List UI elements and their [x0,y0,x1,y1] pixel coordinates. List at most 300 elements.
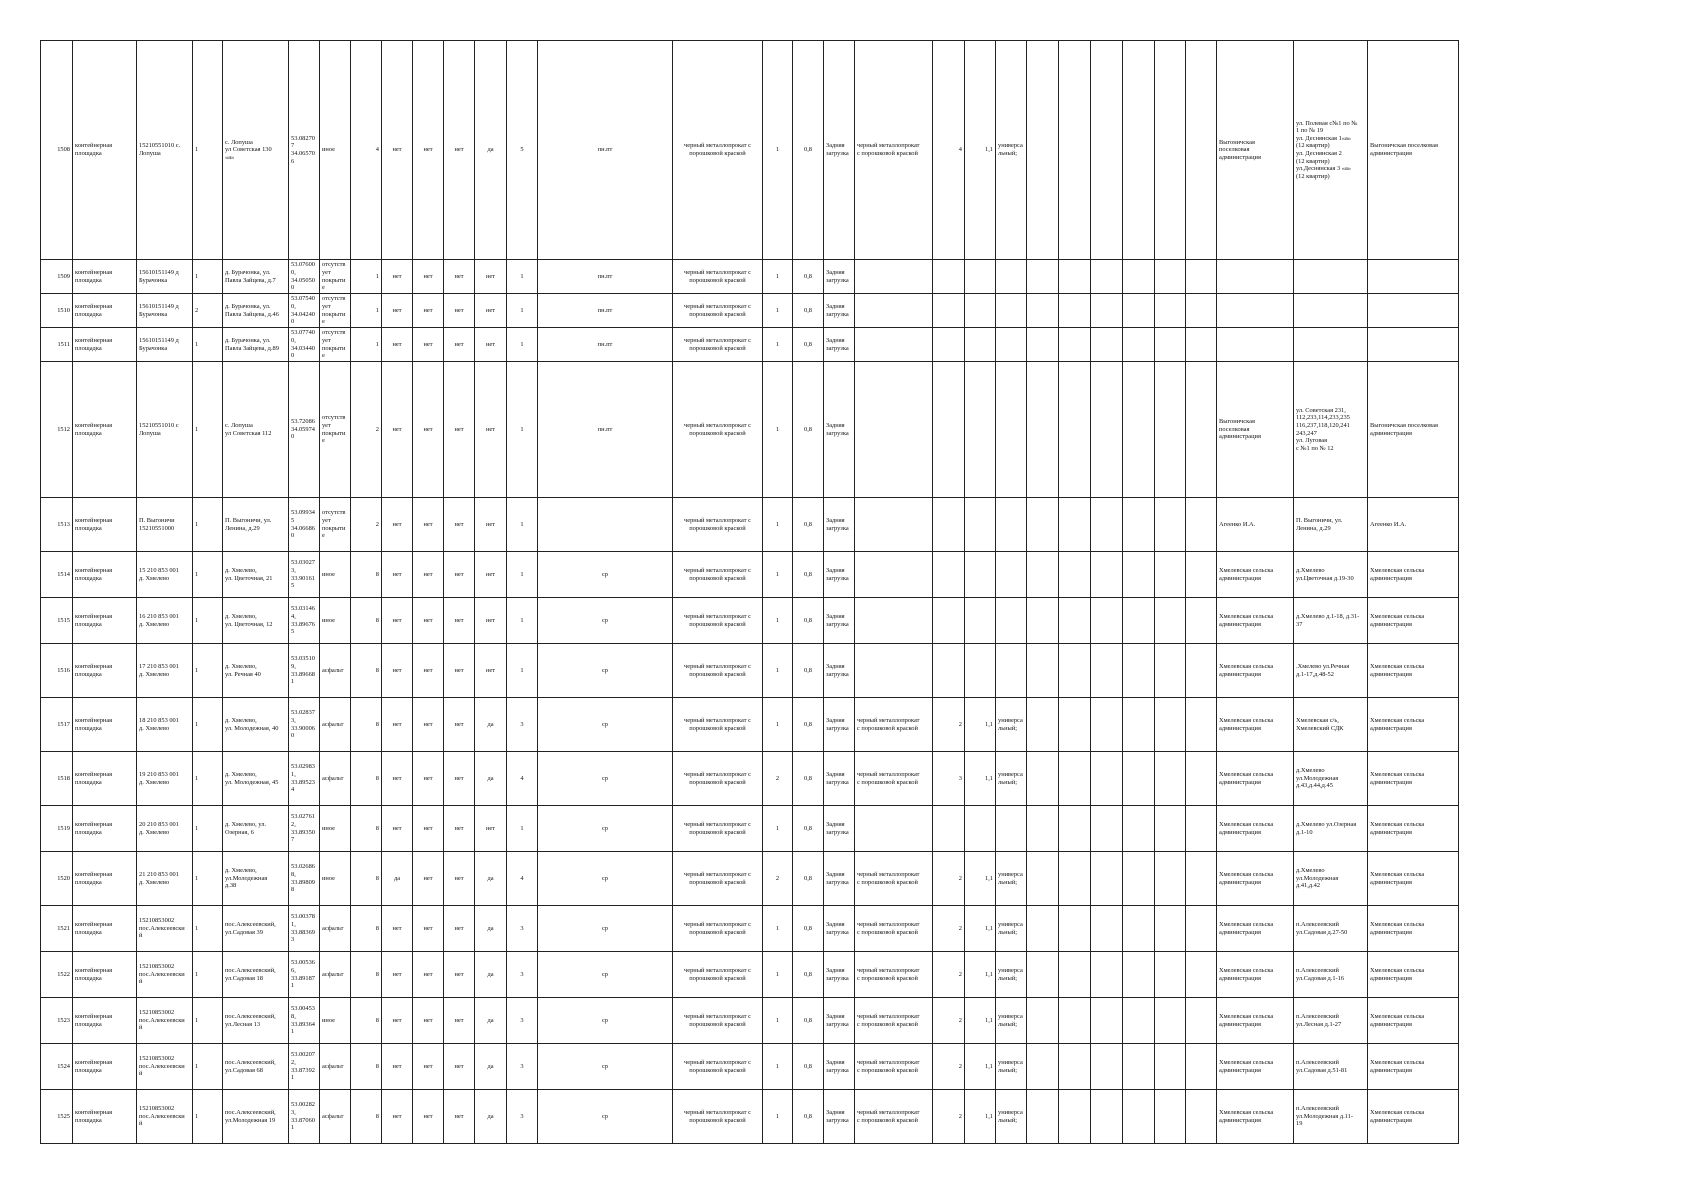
cell-container-material: черный металлопрокат с порошковой краской [673,498,763,552]
cell-empty-6 [1186,328,1217,362]
cell-responsible-org: Хмелевская сельска администрация [1217,998,1294,1044]
cell-owner: Агеенко И.А. [1368,498,1459,552]
cell-flag-5: 3 [507,998,538,1044]
cell-empty-6 [1186,806,1217,852]
cell-empty-5 [1155,952,1186,998]
cell-container-volume-2 [965,260,996,294]
cell-area: 8 [351,852,382,906]
cell-container-material-2: черный металлопрокат с порошковой краской [855,906,933,952]
cell-extra: пн.пт [538,328,673,362]
cell-container-volume-2 [965,644,996,698]
cell-flag-2: нет [413,598,444,644]
cell-surface: отсутств ует покрыти е [320,328,351,362]
cell-address: пос.Алексеевский, ул.Садовая 18 [223,952,289,998]
cell-container-material: черный металлопрокат с порошковой краской [673,1090,763,1144]
cell-empty-2 [1059,362,1091,498]
cell-extra [538,498,673,552]
cell-container-material: черный металлопрокат с порошковой краской [673,294,763,328]
cell-empty-5 [1155,294,1186,328]
cell-owner: Хмелевская сельска администрация [1368,598,1459,644]
cell-flag-1: нет [382,1044,413,1090]
cell-owner: Хмелевская сельска администрация [1368,806,1459,852]
cell-empty-1 [1027,1044,1059,1090]
cell-flag-5: 1 [507,498,538,552]
cell-surface: иное [320,598,351,644]
cell-owner: Хмелевская сельска администрация [1368,1090,1459,1144]
cell-settlement-code: 19 210 853 001 д. Хмелево [137,752,193,806]
cell-empty-3 [1091,552,1123,598]
cell-flag-5: 3 [507,1090,538,1144]
cell-container-count: 1 [763,952,793,998]
cell-container-volume: 0,8 [793,260,824,294]
cell-empty-6 [1186,998,1217,1044]
cell-loading-type: Задняя загрузка [824,41,855,260]
cell-flag-1: нет [382,906,413,952]
cell-flag-3: нет [444,260,475,294]
cell-object-type: контейнерная площадка [73,41,137,260]
cell-settlement-code: 16 210 853 001 д. Хмелево [137,598,193,644]
table-row [41,294,1459,328]
cell-object-type: контейнерная площадка [73,752,137,806]
cell-object-type: контейнерная площадка [73,294,137,328]
cell-empty-2 [1059,1090,1091,1144]
cell-extra: ср [538,1044,673,1090]
cell-empty-4 [1123,906,1155,952]
cell-site-count: 1 [193,498,223,552]
cell-owner [1368,294,1459,328]
cell-area: 8 [351,906,382,952]
cell-container-material: черный металлопрокат с порошковой краской [673,998,763,1044]
cell-container-volume: 0,8 [793,1044,824,1090]
cell-flag-3: нет [444,362,475,498]
cell-settlement-code: 15210853002 пос.Алексеевски й [137,906,193,952]
cell-served-area: п.Алексеевский ул.Молодежная д.11- 19 [1294,1090,1368,1144]
cell-loading-type: Задняя загрузка [824,752,855,806]
cell-empty-3 [1091,644,1123,698]
cell-extra: ср [538,998,673,1044]
cell-site-count: 1 [193,698,223,752]
cell-container-count-2 [933,362,965,498]
cell-empty-2 [1059,998,1091,1044]
cell-container-count: 1 [763,362,793,498]
cell-empty-4 [1123,41,1155,260]
cell-surface: асфальт [320,644,351,698]
cell-flag-1: нет [382,998,413,1044]
cell-container-kind [996,294,1027,328]
cell-container-kind [996,806,1027,852]
cell-flag-1: нет [382,598,413,644]
cell-container-count-2: 3 [933,752,965,806]
cell-surface: отсутств ует покрыти е [320,294,351,328]
cell-container-count: 1 [763,644,793,698]
cell-area: 8 [351,998,382,1044]
cell-container-volume-2: 1,1 [965,698,996,752]
cell-coordinates: 53.02837 3, 33.90006 0 [289,698,320,752]
cell-address: д. Бурачонка, ул. Павла Зайцева, д.89 [223,328,289,362]
cell-area: 8 [351,952,382,998]
cell-flag-4: нет [475,328,507,362]
cell-flag-3: нет [444,552,475,598]
cell-owner: Хмелевская сельска администрация [1368,644,1459,698]
cell-area: 2 [351,362,382,498]
cell-row-number: 1513 [41,498,73,552]
cell-flag-4: нет [475,644,507,698]
cell-empty-2 [1059,498,1091,552]
cell-flag-3: нет [444,644,475,698]
cell-container-count-2 [933,260,965,294]
cell-area: 8 [351,806,382,852]
cell-container-material-2 [855,498,933,552]
cell-empty-6 [1186,1044,1217,1090]
cell-loading-type: Задняя загрузка [824,644,855,698]
cell-empty-5 [1155,362,1186,498]
cell-loading-type: Задняя загрузка [824,1090,855,1144]
cell-settlement-code: 20 210 853 001 д. Хмелево [137,806,193,852]
cell-site-count: 1 [193,752,223,806]
cell-flag-4: нет [475,362,507,498]
cell-flag-3: нет [444,752,475,806]
cell-owner: Хмелевская сельска администрация [1368,752,1459,806]
cell-responsible-org [1217,260,1294,294]
cell-loading-type: Задняя загрузка [824,552,855,598]
cell-flag-2: нет [413,852,444,906]
cell-empty-5 [1155,328,1186,362]
cell-empty-1 [1027,294,1059,328]
cell-empty-6 [1186,644,1217,698]
cell-object-type: контейнерная площадка [73,260,137,294]
cell-site-count: 1 [193,1090,223,1144]
cell-flag-4: да [475,1044,507,1090]
cell-empty-1 [1027,998,1059,1044]
cell-container-material-2: черный металлопрокат с порошковой краской [855,41,933,260]
cell-extra: пн.пт [538,294,673,328]
cell-flag-2: нет [413,952,444,998]
cell-loading-type: Задняя загрузка [824,1044,855,1090]
cell-container-count: 1 [763,598,793,644]
cell-container-kind [996,260,1027,294]
cell-coordinates: 53.08270 7 34.06570 6 [289,41,320,260]
cell-flag-1: нет [382,698,413,752]
cell-empty-4 [1123,294,1155,328]
cell-address: пос.Алексеевский, ул.Лесная 13 [223,998,289,1044]
cell-object-type: контейнерная площадка [73,852,137,906]
cell-row-number: 1514 [41,552,73,598]
cell-flag-4: да [475,852,507,906]
cell-site-count: 1 [193,552,223,598]
cell-flag-1: нет [382,1090,413,1144]
cell-container-count: 1 [763,1090,793,1144]
cell-empty-6 [1186,952,1217,998]
cell-surface: иное [320,998,351,1044]
cell-container-volume-2 [965,294,996,328]
cell-coordinates: 53.00282 3, 33.87060 1 [289,1090,320,1144]
cell-area: 8 [351,598,382,644]
cell-responsible-org: Хмелевская сельска администрация [1217,598,1294,644]
cell-empty-5 [1155,998,1186,1044]
cell-container-material: черный металлопрокат с порошковой краской [673,906,763,952]
cell-row-number: 1522 [41,952,73,998]
cell-empty-4 [1123,328,1155,362]
table-row [41,752,1459,806]
cell-surface: иное [320,806,351,852]
cell-site-count: 2 [193,294,223,328]
cell-flag-2: нет [413,806,444,852]
cell-empty-5 [1155,598,1186,644]
cell-served-area [1294,328,1368,362]
cell-object-type: контейнерная площадка [73,906,137,952]
cell-empty-2 [1059,294,1091,328]
cell-row-number: 1508 [41,41,73,260]
cell-empty-4 [1123,644,1155,698]
cell-flag-2: нет [413,41,444,260]
cell-area: 1 [351,260,382,294]
cell-flag-3: нет [444,698,475,752]
cell-flag-2: нет [413,644,444,698]
cell-flag-2: нет [413,752,444,806]
cell-container-material: черный металлопрокат с порошковой краской [673,328,763,362]
cell-flag-1: нет [382,260,413,294]
cell-empty-1 [1027,1090,1059,1144]
cell-surface: асфальт [320,1044,351,1090]
cell-address: д. Хмелево, ул. Молодежная, 45 [223,752,289,806]
cell-container-volume: 0,8 [793,806,824,852]
cell-container-count: 1 [763,260,793,294]
cell-site-count: 1 [193,598,223,644]
table-row [41,806,1459,852]
cell-row-number: 1518 [41,752,73,806]
cell-settlement-code: 21 210 853 001 д. Хмелево [137,852,193,906]
cell-container-volume-2: 1,1 [965,906,996,952]
cell-empty-6 [1186,498,1217,552]
table-row [41,260,1459,294]
cell-served-area: п.Алексеевский ул.Садовая д.27-50 [1294,906,1368,952]
cell-address: с. Лопуша ул Советская 130 «а» [223,41,289,260]
cell-responsible-org: Хмелевская сельска администрация [1217,552,1294,598]
cell-empty-2 [1059,906,1091,952]
cell-empty-5 [1155,1044,1186,1090]
cell-flag-4: да [475,752,507,806]
cell-container-kind: универса льный; [996,1090,1027,1144]
cell-container-volume-2: 1,1 [965,998,996,1044]
cell-container-volume: 0,8 [793,362,824,498]
cell-container-material-2 [855,552,933,598]
cell-flag-1: нет [382,644,413,698]
cell-container-material-2: черный металлопрокат с порошковой краской [855,952,933,998]
cell-container-volume-2: 1,1 [965,1090,996,1144]
cell-empty-6 [1186,906,1217,952]
cell-site-count: 1 [193,260,223,294]
cell-extra: ср [538,1090,673,1144]
cell-flag-5: 3 [507,952,538,998]
cell-loading-type: Задняя загрузка [824,852,855,906]
cell-empty-3 [1091,362,1123,498]
cell-loading-type: Задняя загрузка [824,498,855,552]
cell-responsible-org: Хмелевская сельска администрация [1217,806,1294,852]
cell-container-volume-2 [965,498,996,552]
cell-flag-2: нет [413,698,444,752]
cell-owner: Хмелевская сельска администрация [1368,952,1459,998]
cell-flag-3: нет [444,852,475,906]
cell-container-kind [996,362,1027,498]
cell-responsible-org: Хмелевская сельска администрация [1217,852,1294,906]
cell-row-number: 1523 [41,998,73,1044]
cell-flag-3: нет [444,806,475,852]
cell-row-number: 1509 [41,260,73,294]
table-row [41,552,1459,598]
cell-container-material: черный металлопрокат с порошковой краской [673,644,763,698]
cell-responsible-org: Хмелевская сельска администрация [1217,644,1294,698]
cell-served-area: ул. Советская 231, 112,233,114,233,235 116,237,118,120,241 243,247 ул. Луговая с №1 по № 12 [1294,362,1368,498]
cell-empty-1 [1027,906,1059,952]
cell-empty-1 [1027,260,1059,294]
cell-owner: Хмелевская сельска администрация [1368,906,1459,952]
registry-table-body [41,41,1459,1144]
cell-flag-5: 1 [507,644,538,698]
cell-flag-5: 1 [507,260,538,294]
cell-served-area: ул. Полевая с№1 по № 1 по № 19 ул. Деснянская 1«а» (12 квартир) ул. Деснянская 2 (12 квартир) ул.Деснянская 3 «а» (12 квартир) [1294,41,1368,260]
cell-empty-4 [1123,698,1155,752]
cell-surface: отсутств ует покрыти е [320,498,351,552]
cell-coordinates: 53.07540 0, 34.04240 0 [289,294,320,328]
cell-empty-2 [1059,1044,1091,1090]
cell-container-volume: 0,8 [793,498,824,552]
cell-empty-1 [1027,752,1059,806]
cell-empty-3 [1091,41,1123,260]
cell-empty-4 [1123,598,1155,644]
table-row [41,362,1459,498]
cell-container-count-2: 4 [933,41,965,260]
cell-container-volume-2: 1,1 [965,752,996,806]
cell-flag-2: нет [413,1044,444,1090]
cell-settlement-code: 15210853002 пос.Алексеевски й [137,1044,193,1090]
cell-flag-5: 3 [507,698,538,752]
cell-settlement-code: 17 210 853 001 д. Хмелево [137,644,193,698]
cell-flag-5: 1 [507,294,538,328]
cell-empty-1 [1027,598,1059,644]
cell-extra: ср [538,852,673,906]
cell-address: д. Хмелево, ул.Молодежная д.38 [223,852,289,906]
cell-container-count: 2 [763,852,793,906]
cell-empty-2 [1059,328,1091,362]
cell-empty-3 [1091,598,1123,644]
cell-container-volume: 0,8 [793,952,824,998]
cell-flag-1: нет [382,552,413,598]
cell-responsible-org: Хмелевская сельска администрация [1217,752,1294,806]
cell-owner: Хмелевская сельска администрация [1368,698,1459,752]
cell-container-kind [996,328,1027,362]
cell-empty-1 [1027,952,1059,998]
cell-surface: иное [320,852,351,906]
cell-container-count: 1 [763,552,793,598]
cell-container-material-2: черный металлопрокат с порошковой краской [855,752,933,806]
cell-flag-1: нет [382,41,413,260]
cell-container-material-2 [855,598,933,644]
cell-container-material-2 [855,806,933,852]
cell-flag-3: нет [444,1090,475,1144]
cell-area: 1 [351,328,382,362]
cell-container-volume: 0,8 [793,698,824,752]
cell-container-kind: универса льный; [996,698,1027,752]
cell-object-type: контейнерная площадка [73,1044,137,1090]
cell-container-material-2 [855,644,933,698]
cell-container-count-2 [933,294,965,328]
cell-container-material: черный металлопрокат с порошковой краской [673,598,763,644]
cell-container-volume: 0,8 [793,1090,824,1144]
cell-container-count-2 [933,598,965,644]
cell-container-count: 1 [763,906,793,952]
cell-container-kind: универса льный; [996,752,1027,806]
cell-empty-6 [1186,598,1217,644]
cell-empty-2 [1059,752,1091,806]
cell-empty-5 [1155,552,1186,598]
cell-object-type: контейнерная площадка [73,328,137,362]
cell-address: с. Лопуша ул Советская 112 [223,362,289,498]
cell-address: пос.Алексеевский, ул.Садовая 68 [223,1044,289,1090]
cell-owner [1368,328,1459,362]
cell-flag-5: 5 [507,41,538,260]
cell-responsible-org: Хмелевская сельска администрация [1217,906,1294,952]
cell-row-number: 1525 [41,1090,73,1144]
cell-coordinates: 53.00453 8, 33.89364 1 [289,998,320,1044]
cell-surface: асфальт [320,906,351,952]
cell-container-kind: универса льный; [996,952,1027,998]
table-row [41,644,1459,698]
cell-responsible-org [1217,328,1294,362]
cell-container-volume: 0,8 [793,328,824,362]
cell-container-volume-2: 1,1 [965,852,996,906]
cell-container-count-2: 2 [933,906,965,952]
cell-empty-6 [1186,552,1217,598]
cell-empty-1 [1027,552,1059,598]
cell-empty-6 [1186,41,1217,260]
cell-site-count: 1 [193,362,223,498]
cell-container-volume: 0,8 [793,852,824,906]
cell-served-area: д.Хмелево д.1-18, д.31- 37 [1294,598,1368,644]
cell-settlement-code: 15610151149 д Бурачонка [137,260,193,294]
cell-flag-3: нет [444,328,475,362]
cell-empty-3 [1091,698,1123,752]
cell-row-number: 1510 [41,294,73,328]
cell-flag-1: нет [382,362,413,498]
cell-address: д. Хмелево, ул. Цветочная, 21 [223,552,289,598]
cell-flag-4: нет [475,806,507,852]
cell-loading-type: Задняя загрузка [824,698,855,752]
cell-empty-4 [1123,852,1155,906]
cell-container-material-2 [855,328,933,362]
cell-flag-5: 1 [507,362,538,498]
cell-row-number: 1520 [41,852,73,906]
cell-surface: отсутств ует покрыти е [320,260,351,294]
cell-empty-2 [1059,41,1091,260]
table-row [41,328,1459,362]
cell-site-count: 1 [193,644,223,698]
cell-object-type: контейнерная площадка [73,552,137,598]
cell-empty-3 [1091,1044,1123,1090]
cell-container-kind [996,498,1027,552]
cell-flag-3: нет [444,952,475,998]
cell-owner: Хмелевская сельска администрация [1368,852,1459,906]
cell-empty-5 [1155,698,1186,752]
cell-flag-4: нет [475,598,507,644]
cell-site-count: 1 [193,41,223,260]
cell-empty-4 [1123,752,1155,806]
cell-settlement-code: 15 210 853 001 д. Хмелево [137,552,193,598]
registry-table [40,40,1459,1144]
cell-served-area: п.Алексеевский ул.Садовая д.51-81 [1294,1044,1368,1090]
cell-container-volume: 0,8 [793,752,824,806]
cell-flag-2: нет [413,328,444,362]
cell-empty-1 [1027,698,1059,752]
